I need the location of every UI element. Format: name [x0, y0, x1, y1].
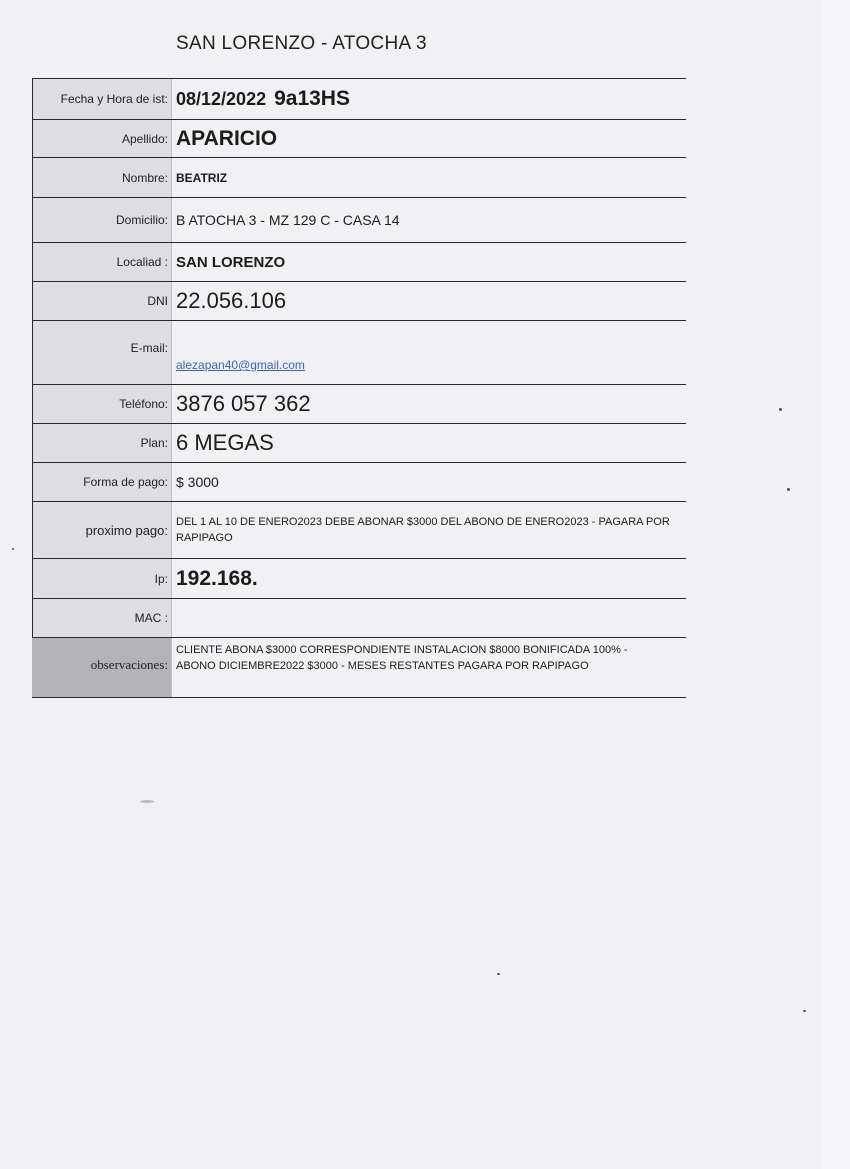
row-ip — [32, 558, 686, 598]
row-observaciones — [32, 637, 686, 698]
label-apellido: Apellido: — [32, 120, 172, 157]
fecha-date: 08/12/2022 — [176, 88, 267, 109]
fecha-time: 9a13HS — [274, 87, 350, 110]
value-telefono: 3876 057 362 — [176, 391, 311, 416]
label-domicilio: Domicilio: — [32, 198, 172, 242]
value-ip: 192.168. — [176, 566, 258, 590]
scan-smudge — [140, 800, 154, 803]
row-mac — [32, 598, 686, 637]
label-telefono: Teléfono: — [32, 385, 172, 423]
value-fecha — [172, 79, 686, 119]
row-forma-pago — [32, 462, 686, 501]
scanner-edge — [822, 0, 850, 1169]
label-ip: Ip: — [32, 559, 172, 598]
value-apellido: APARICIO — [176, 126, 278, 150]
row-dni — [32, 281, 686, 320]
row-domicilio — [32, 197, 686, 242]
row-telefono — [32, 384, 686, 423]
value-plan: 6 MEGAS — [176, 430, 274, 455]
label-fecha: Fecha y Hora de ist: — [32, 79, 172, 119]
label-nombre: Nombre: — [32, 158, 172, 197]
row-plan — [32, 423, 686, 462]
value-forma-pago: $ 3000 — [176, 474, 219, 490]
value-domicilio: B ATOCHA 3 - MZ 129 C - CASA 14 — [176, 212, 400, 228]
label-mac: MAC : — [32, 599, 172, 637]
client-form — [32, 78, 686, 698]
scan-speck — [803, 1010, 806, 1012]
page-title: SAN LORENZO - ATOCHA 3 — [176, 33, 427, 54]
value-localidad: SAN LORENZO — [176, 253, 286, 271]
row-apellido — [32, 119, 686, 157]
row-fecha — [32, 78, 686, 119]
label-dni: DNI — [32, 282, 172, 320]
value-mac — [172, 599, 686, 637]
label-plan: Plan: — [32, 424, 172, 462]
value-nombre: BEATRIZ — [176, 170, 228, 185]
email-link[interactable]: alezapan40@gmail.com — [176, 358, 305, 372]
label-proximo-pago: proximo pago: — [32, 502, 172, 558]
row-localidad — [32, 242, 686, 281]
value-email-cell — [172, 321, 686, 384]
row-nombre — [32, 157, 686, 197]
scan-speck — [12, 548, 14, 550]
scan-speck — [787, 488, 790, 491]
row-proximo-pago — [32, 501, 686, 558]
label-observaciones: observaciones: — [32, 638, 172, 697]
label-email: E-mail: — [32, 321, 172, 384]
row-email — [32, 320, 686, 384]
scan-speck — [779, 408, 782, 411]
label-forma-pago: Forma de pago: — [32, 463, 172, 501]
value-dni: 22.056.106 — [176, 288, 287, 313]
label-localidad: Localiad : — [32, 243, 172, 281]
value-proximo-pago: DEL 1 AL 10 DE ENERO2023 DEBE ABONAR $3000 DEL ABONO DE ENERO2023 - PAGARA POR RAPIPAGO — [176, 516, 670, 544]
scan-speck — [497, 973, 500, 975]
value-observaciones: CLIENTE ABONA $3000 CORRESPONDIENTE INSTALACION $8000 BONIFICADA 100% - ABONO DICIEMBRE2022 $3000 - MESES RESTANTES PAGARA POR RAPIPAGO — [176, 644, 628, 672]
